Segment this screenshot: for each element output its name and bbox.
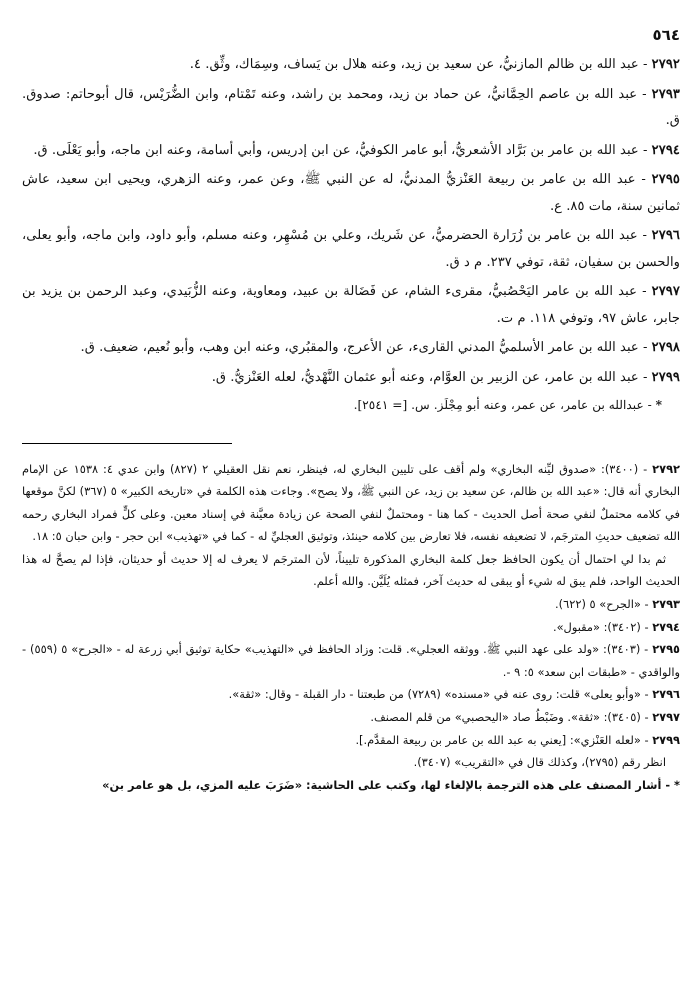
footnote-text: - «وأبو يعلى» قلت: روى عنه في «مسنده» (٧٢٨٩) من طبعتنا - دار القبلة - وقال: «ثقة». xyxy=(228,687,649,702)
entry-text: - عبد الله بن عامر، عن الزبير بن العوَّام، وعنه أبو عثمان النَّهْديُّ، لعله العَنْزيُّ. ق. xyxy=(211,369,648,385)
entry-number: ٢٧٩٩ xyxy=(651,369,680,385)
footnote xyxy=(22,729,680,752)
entry-text: - عبد الله بن عامر بن ربيعة العَنْزيُّ المدنيُّ، له عن النبي ﷺ، وعن عمر، وعنه الزهري، ويحيى ابن سعيد، عاش ثمانين سنة، مات ٨٥. ع. xyxy=(22,172,680,214)
footnote-separator xyxy=(22,443,232,444)
footnote-text: - (٣٤٠٥): «ثقة». وضَبْطُ صاد «اليحصبي» من قلم المصنف. xyxy=(370,710,649,725)
footnote-continuation xyxy=(22,548,680,593)
entry-star-marker: * xyxy=(655,398,662,412)
entries-list xyxy=(22,52,680,419)
entry-text: - عبد الله بن ظالم المازنيُّ، عن سعيد بن زيد، وعنه هلال بن يَساف، وسِمَاك، وثِّق. ٤. xyxy=(189,57,648,72)
footnote-text: - (٣٤٠٣): «ولد على عهد النبي ﷺ. ووثقه العجلي». قلت: وزاد الحافظ في «التهذيب» حكاية توثيق أبي زرعة له - «الجرح» ٥ (٥٥٩) - والواقدي - «طبقات ابن سعد» ٥: ٩ -. xyxy=(22,642,680,679)
footnote xyxy=(22,683,680,706)
footnote-text: - (٣٤٠٢): «مقبول». xyxy=(552,619,649,634)
biography-entry xyxy=(22,335,680,362)
entry-text: - عبد الله بن عامر الأسلميُّ المدني القارىء، عن الأعرج، والمقبُري، وعنه ابن وهب، وأبو نُعيم، ضعيف. ق. xyxy=(80,340,648,355)
biography-entry xyxy=(22,167,680,220)
entry-number: ٢٧٩٢ xyxy=(651,57,680,72)
footnote-number: ٢٧٩٣ xyxy=(652,597,680,612)
footnote-number: ٢٧٩٧ xyxy=(652,710,680,725)
footnote-number: ٢٧٩٥ xyxy=(652,642,681,657)
biography-entry xyxy=(22,365,680,392)
footnote-text: - «الجرح» ٥ (٦٢٢). xyxy=(555,597,649,612)
entry-number: ٢٧٩٨ xyxy=(651,340,680,355)
footnote-text: ثم بدا لي احتمال أن يكون الحافظ جعل كلمة البخاري المذكورة تلييناً، لأن المترجَم لا يعرف له إلا حديث أو حديثان، فإذا لم يصحَّ له هذا الحديث الواحد، فلم يبق له شيء أو يبقى له حديث آخر، فمثله يُلَيَّن. والله أعلم. xyxy=(22,551,680,589)
footnote-number: ٢٧٩٤ xyxy=(652,619,680,634)
page-number: ٥٦٤ xyxy=(652,26,680,44)
entry-text: - عبد الله بن عامر اليَحْصُبيُّ، مقرىء الشام، عن فَضَالة بن عبيد، ومعاوية، وعنه الزُّبَيدي، وعبد الرحمن بن يزيد بن جابر، عاش ٩٧، وتوفي ١١٨. م ت. xyxy=(22,284,680,326)
page xyxy=(22,26,680,796)
entry-text: - عبدالله بن عامر، عن عمر، وعنه أبو مِجْلَز. س. [= ٢٥٤١]. xyxy=(353,398,652,412)
entry-number: ٢٧٩٥ xyxy=(651,172,680,187)
footnote-text: - «لعله العَنْزي»: [يعني به عبد الله بن عامر بن ربيعة المقدَّم.]. xyxy=(355,732,649,747)
footnote xyxy=(22,458,680,548)
footnote-number: ٢٧٩٩ xyxy=(652,732,680,747)
footnote-continuation xyxy=(22,751,680,774)
footnote xyxy=(22,706,680,729)
footnote-text: - (٣٤٠٠): «صدوق ليِّنه البخاري» ولم أقف على تليين البخاري له، فينظر، نعم نقل العقيلي ٢ (٨٢٧) وابن عدي ٤: ١٥٣٨ عن الإمام البخاري أنه قال: «عبد الله بن ظالم، عن سعيد بن زيد، عن النبي ﷺ، ولا يصح». وجاءت هذه الكلمة في «تاريخه الكبير» ٥ (٣٦٧) لكنَّ موقعها في كلامه محتملٌ لنفي صحة أصل الحديث - كما هنا - ومحتملٌ لنفي الصحة عن زيادة معيَّنة في إسناد معين. وعلى كلٍّ فمراد البخاري رحمه الله تضعيف حديثِ المترجَم، لا تضعيفه نفسه، فلا تعارض بين كلامه حينئذ، وتوثيق العجليِّ له - كما في «تهذيب» ابن حجر - وابن حبان ٥: ١٨. xyxy=(22,461,680,544)
biography-entry xyxy=(22,223,680,276)
footnote xyxy=(22,616,680,639)
footnote xyxy=(22,593,680,616)
entry-number: ٢٧٩٤ xyxy=(651,142,680,158)
footnote xyxy=(22,638,680,683)
entry-number: ٢٧٩٣ xyxy=(651,86,680,102)
entry-text: - عبد الله بن عامر بن زُرَارة الحضرميُّ، عن شَريك، وعلي بن مُسْهِر، وعنه مسلم، وأبو داود، وابن ماجه، وأبو يعلى، والحسن بن سفيان، ثقة، توفي ٢٣٧. م د ق. xyxy=(22,228,680,270)
biography-entry xyxy=(22,52,680,79)
footnote-text: انظر رقم (٢٧٩٥)، وكذلك قال في «التقريب» (٣٤٠٧). xyxy=(413,755,666,770)
footnote-text: - أشار المصنف على هذه الترجمة بالإلغاء لها، وكتب على الحاشية: «ضَرَبَ عليه المزي، بل هو عامر بن» xyxy=(102,777,671,792)
biography-entry xyxy=(22,279,680,332)
biography-entry-starred xyxy=(22,392,680,419)
entry-text: - عبد الله بن عامر بن بَرَّاد الأشعريُّ، أبو عامر الكوفيُّ، عن ابن إدريس، وأبي أسامة، وعنه ابن ماجه، وأبو يَعْلَى. ق. xyxy=(33,142,648,158)
footnote-starred xyxy=(22,774,680,797)
biography-entry xyxy=(22,82,680,135)
footnote-number: ٢٧٩٢ xyxy=(652,461,680,476)
biography-entry xyxy=(22,138,680,165)
entry-number: ٢٧٩٧ xyxy=(651,284,680,299)
entry-number: ٢٧٩٦ xyxy=(651,228,680,243)
footnote-number: ٢٧٩٦ xyxy=(652,687,680,702)
footnote-star-marker: * xyxy=(674,777,680,792)
footnotes-list xyxy=(22,458,680,797)
entry-text: - عبد الله بن عاصم الحِمَّانيُّ، عن حماد بن زيد، ومحمد بن راشد، وعنه تَمْتام، وابن الضُّرَيْس، قال أبوحاتم: صدوق. ق. xyxy=(22,86,680,128)
